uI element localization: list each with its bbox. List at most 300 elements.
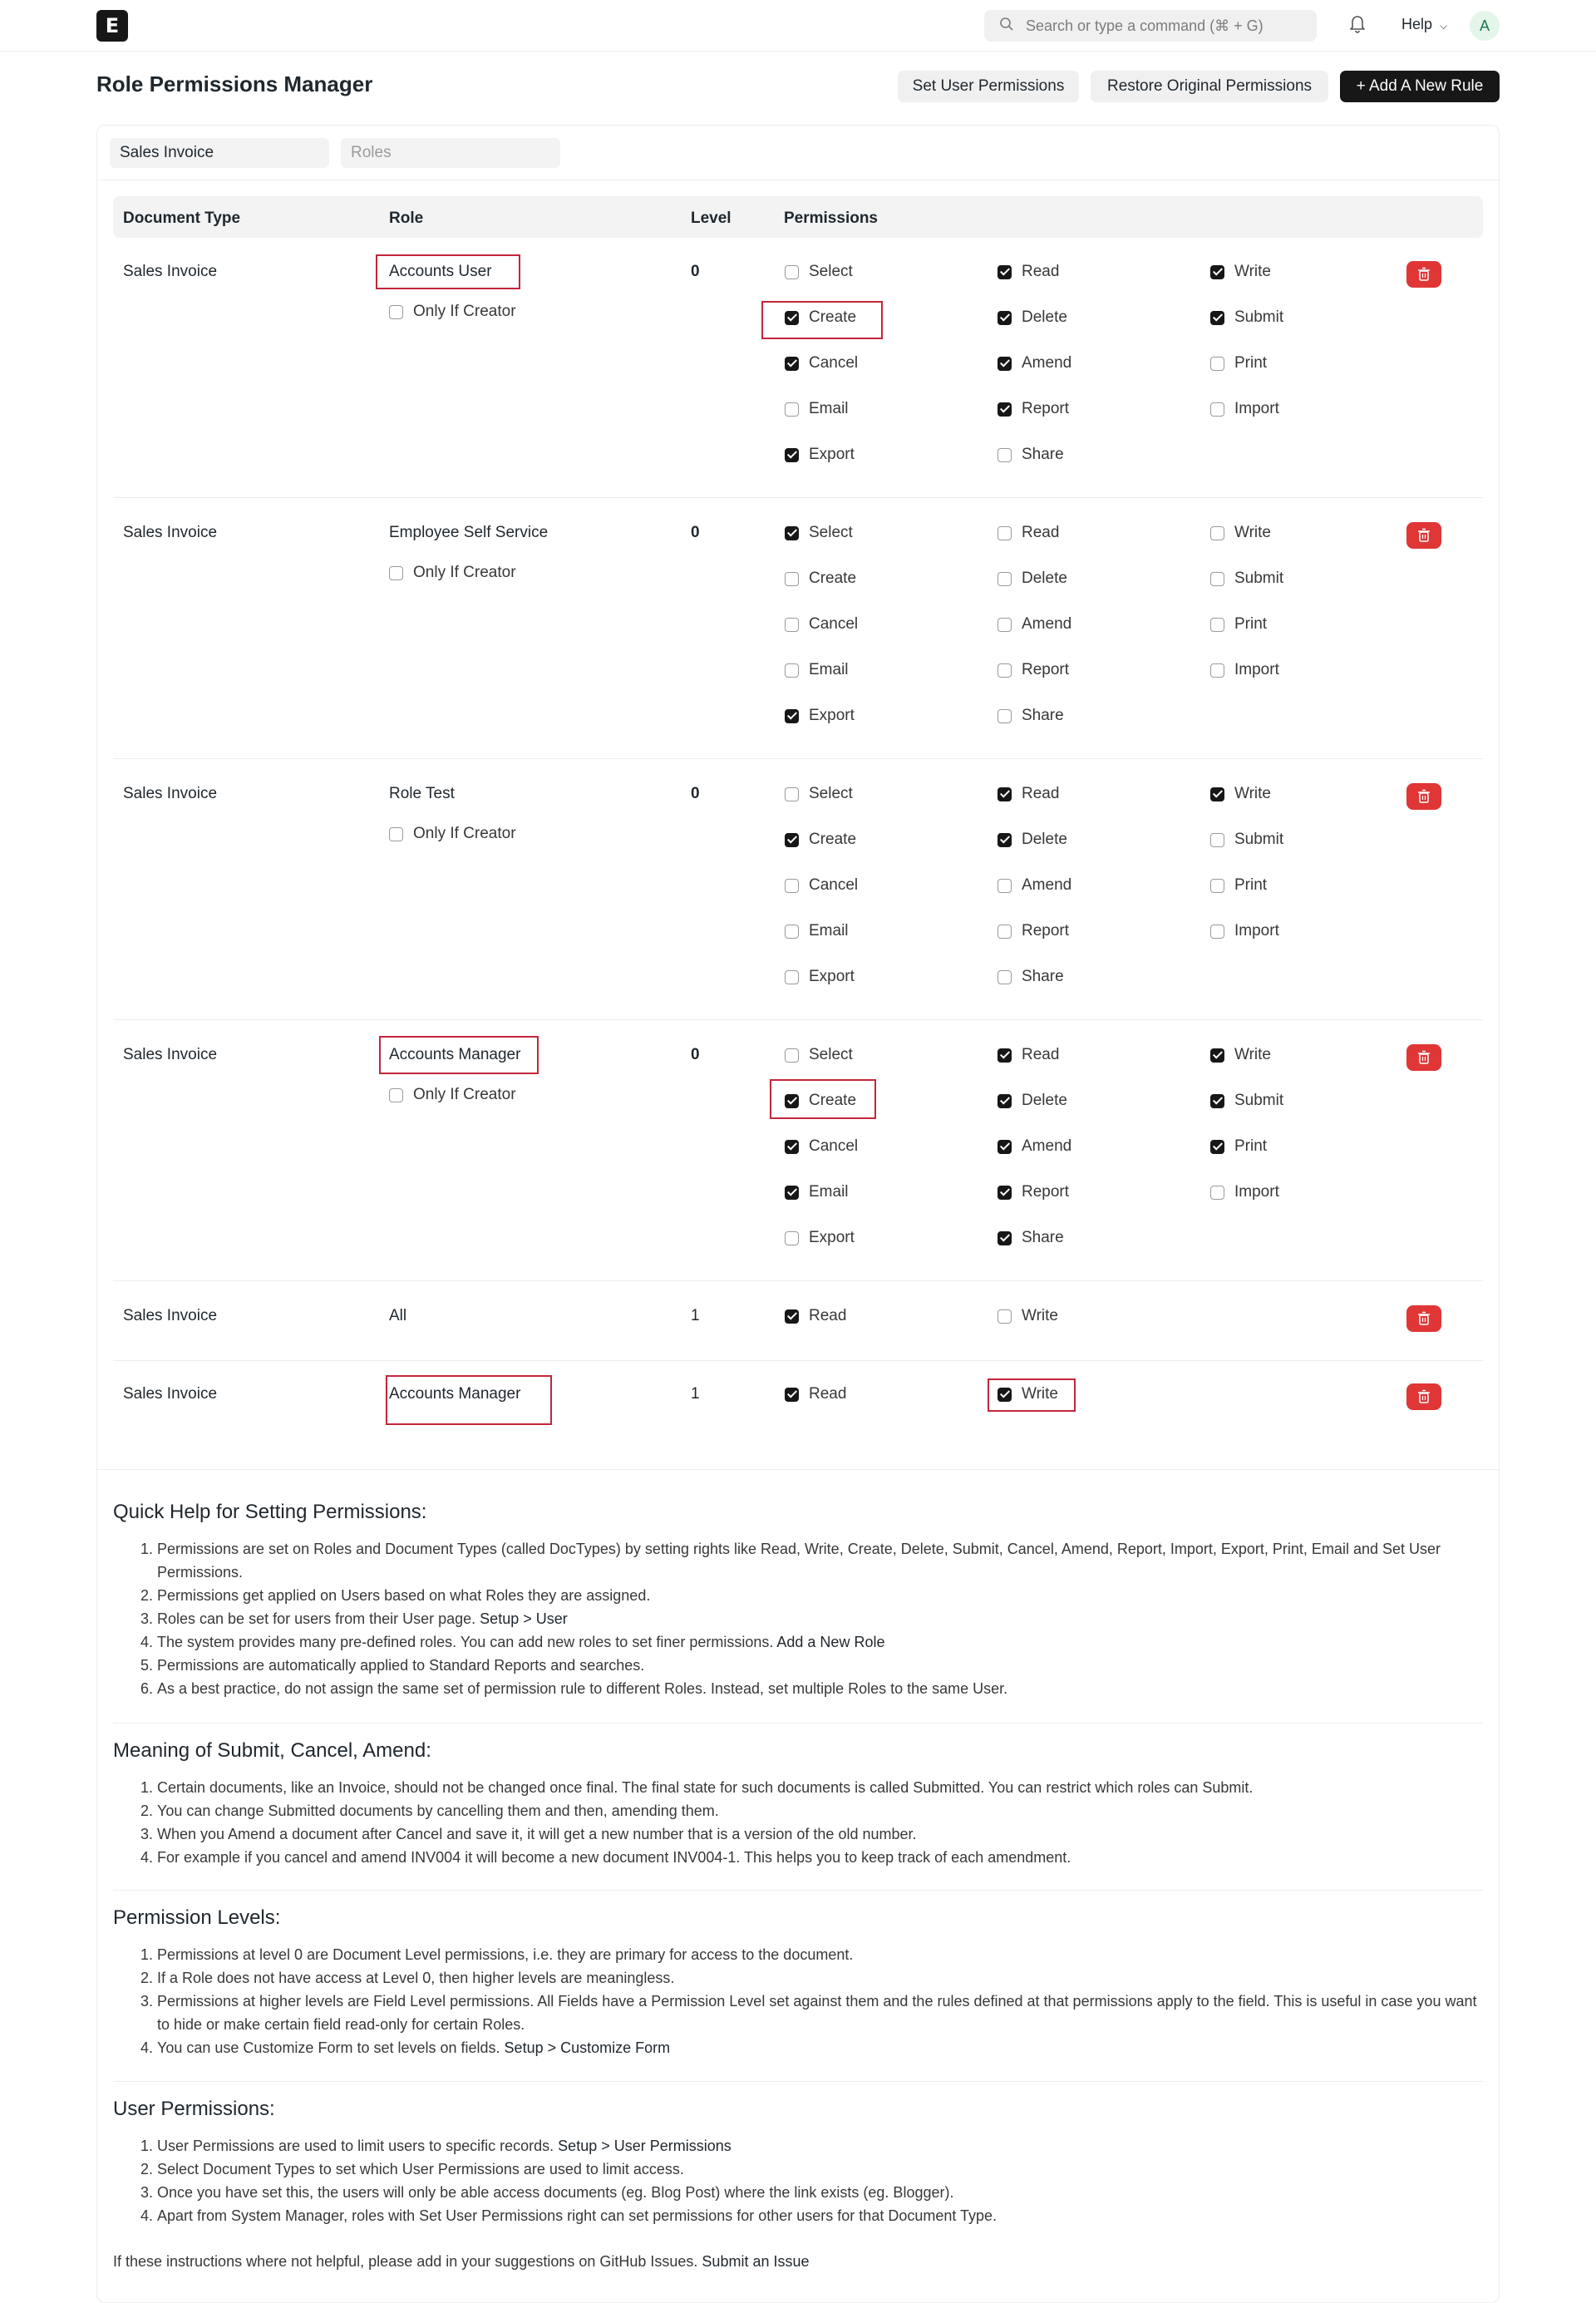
doctype-cell: Sales Invoice xyxy=(123,785,218,802)
checkbox-box[interactable] xyxy=(785,663,799,678)
checkbox-box[interactable] xyxy=(785,1140,799,1154)
help-list-item xyxy=(157,1822,1485,1846)
checkbox-box[interactable] xyxy=(1210,311,1224,325)
add-new-rule-button[interactable]: + Add A New Rule xyxy=(1340,71,1500,102)
permission-checkbox-email[interactable] xyxy=(785,661,849,679)
permission-checkbox-cancel[interactable] xyxy=(785,876,858,895)
permission-label: Share xyxy=(1022,1229,1064,1246)
permission-checkbox-read[interactable] xyxy=(998,524,1059,542)
permission-checkbox-share[interactable] xyxy=(998,968,1064,986)
permission-label: Report xyxy=(1022,661,1070,678)
help-list-item xyxy=(157,1966,1485,1990)
checkbox-label: Only If Creator xyxy=(413,1086,516,1103)
checkbox-box[interactable] xyxy=(1210,265,1224,279)
permission-checkbox-delete[interactable] xyxy=(998,570,1067,588)
permission-checkbox-create[interactable] xyxy=(785,570,856,588)
checkbox-box[interactable] xyxy=(998,787,1012,801)
checkbox-box[interactable] xyxy=(1210,787,1224,801)
permission-checkbox-export[interactable] xyxy=(785,1229,855,1247)
delete-rule-button[interactable] xyxy=(1406,522,1441,549)
role-cell: Employee Self Service xyxy=(389,524,549,541)
help-list xyxy=(113,1537,1485,1700)
permission-label: Email xyxy=(809,661,849,678)
permission-label: Export xyxy=(809,968,855,985)
delete-rule-button[interactable] xyxy=(1406,1305,1441,1332)
help-list-item xyxy=(157,1943,1485,1966)
checkbox-box[interactable] xyxy=(785,526,799,540)
permission-label: Email xyxy=(809,922,849,939)
doctype-cell: Sales Invoice xyxy=(123,1046,218,1063)
permission-label: Share xyxy=(1022,446,1064,463)
checkbox-box[interactable] xyxy=(998,1186,1012,1200)
permission-label: Write xyxy=(1234,524,1271,541)
permission-checkbox-delete[interactable] xyxy=(998,831,1067,849)
help-link[interactable]: Add a New Role xyxy=(776,1634,885,1650)
help-list xyxy=(113,2134,1485,2227)
help-text: Permissions are set on Roles and Document Types (called DocTypes) by setting rights like Read, Write, Create, Delete, Submit, Cancel, Amend, Report, Import, Export, Print, Email and Set User Permissions. xyxy=(157,1541,1441,1581)
help-divider xyxy=(113,2081,1483,2082)
help-section-title: Permission Levels: xyxy=(113,1906,281,1929)
level-cell: 0 xyxy=(691,524,700,541)
search-bar[interactable] xyxy=(984,10,1317,42)
help-text: Permissions are automatically applied to Standard Reports and searches. xyxy=(157,1657,645,1674)
checkbox-box[interactable] xyxy=(785,879,799,893)
checkbox-label: Only If Creator xyxy=(413,303,516,320)
permission-checkbox-amend[interactable] xyxy=(998,1137,1071,1156)
role-cell: Accounts Manager xyxy=(389,1046,521,1063)
permission-checkbox-import[interactable] xyxy=(1210,400,1279,418)
delete-rule-button[interactable] xyxy=(1406,261,1441,288)
permission-checkbox-write[interactable] xyxy=(998,1307,1058,1325)
permission-checkbox-read[interactable] xyxy=(998,785,1059,803)
permission-label: Read xyxy=(1022,524,1060,541)
help-list-item xyxy=(157,2204,1485,2227)
permission-checkbox-read[interactable] xyxy=(785,1307,846,1325)
permission-label: Select xyxy=(809,524,853,541)
checkbox-box[interactable] xyxy=(998,448,1012,462)
permission-label: Delete xyxy=(1022,831,1067,848)
permission-checkbox-submit[interactable] xyxy=(1210,570,1283,588)
permission-checkbox-email[interactable] xyxy=(785,922,849,940)
checkbox-box[interactable] xyxy=(998,925,1012,939)
permission-label: Read xyxy=(809,1385,847,1403)
permission-label: Submit xyxy=(1234,831,1284,848)
checkbox-label: Only If Creator xyxy=(413,564,516,581)
checkbox-box[interactable] xyxy=(1210,879,1224,893)
row-divider xyxy=(113,497,1483,498)
permission-checkbox-print[interactable] xyxy=(1210,876,1267,895)
permission-label: Write xyxy=(1022,1385,1058,1403)
level-cell: 0 xyxy=(691,785,700,802)
permission-label: Select xyxy=(809,1046,853,1063)
delete-rule-button[interactable] xyxy=(1406,783,1441,810)
permission-checkbox-email[interactable] xyxy=(785,1183,849,1201)
app-logo[interactable]: E xyxy=(96,10,128,42)
navbar xyxy=(0,0,1596,52)
help-section-title: User Permissions: xyxy=(113,2098,275,2120)
trash-icon xyxy=(1417,789,1431,804)
permission-label: Email xyxy=(809,1183,849,1201)
checkbox-box[interactable] xyxy=(998,1309,1012,1324)
only-if-creator-checkbox[interactable] xyxy=(389,1086,516,1104)
permission-label: Amend xyxy=(1022,1137,1072,1155)
checkbox-box[interactable] xyxy=(785,925,799,939)
permission-label: Cancel xyxy=(809,354,859,372)
permission-label: Print xyxy=(1234,1137,1268,1155)
permission-checkbox-share[interactable] xyxy=(998,707,1064,725)
help-text: Once you have set this, the users will only be able access documents (eg. Blog Post) where the link exists (eg. Blogger). xyxy=(157,2184,954,2201)
help-list-item xyxy=(157,1846,1485,1869)
permission-label: Read xyxy=(1022,1046,1060,1063)
checkbox-box[interactable] xyxy=(998,970,1012,984)
highlight-box xyxy=(770,1079,876,1119)
permission-checkbox-export[interactable] xyxy=(785,707,855,725)
permission-checkbox-cancel[interactable] xyxy=(785,354,858,372)
permission-label: Amend xyxy=(1022,876,1072,894)
checkbox-box[interactable] xyxy=(998,709,1012,723)
checkbox-box[interactable] xyxy=(785,265,799,279)
help-text: For example if you cancel and amend INV004 it will become a new document INV004-1. This helps you to keep track of each amendment. xyxy=(157,1849,1071,1866)
help-list-item xyxy=(157,1990,1485,2036)
checkbox-box[interactable] xyxy=(998,311,1012,325)
checkbox-box[interactable] xyxy=(998,1231,1012,1245)
header-document-type: Document Type xyxy=(123,210,241,227)
permission-label: Read xyxy=(1022,785,1060,802)
bell-icon[interactable] xyxy=(1348,13,1367,38)
only-if-creator-checkbox[interactable] xyxy=(389,825,516,843)
permission-label: Submit xyxy=(1234,570,1284,587)
help-section-title: Quick Help for Setting Permissions: xyxy=(113,1501,427,1523)
footer-text: If these instructions where not helpful, please add in your suggestions on GitHub Issues. xyxy=(113,2253,702,2270)
permission-label: Export xyxy=(809,707,855,724)
permission-label: Create xyxy=(809,570,857,587)
help-list-item xyxy=(157,1537,1485,1584)
help-list-item xyxy=(157,1630,1485,1654)
checkbox-box[interactable] xyxy=(785,1186,799,1200)
help-text: Permissions at higher levels are Field Level permissions. All Fields have a Permission Level set against them and the rules defined at that permissions apply to the field. This is useful in case you want to hide or make certain field read-only for certain Roles. xyxy=(157,1993,1477,2033)
highlight-box xyxy=(988,1378,1076,1412)
permission-checkbox-report[interactable] xyxy=(998,661,1069,679)
restore-original-permissions-button[interactable]: Restore Original Permissions xyxy=(1091,71,1328,102)
help-label: Help xyxy=(1401,16,1433,32)
permission-checkbox-report[interactable] xyxy=(998,400,1069,418)
checkbox-box[interactable] xyxy=(785,402,799,417)
permission-label: Write xyxy=(1022,1307,1058,1324)
help-text: The system provides many pre-defined roles. You can add new roles to set finer permissions. xyxy=(157,1634,777,1650)
permission-label: Import xyxy=(1234,661,1279,678)
delete-rule-button[interactable] xyxy=(1406,1383,1441,1410)
divider xyxy=(97,1469,1499,1470)
checkbox-box[interactable] xyxy=(785,1309,799,1324)
highlight-box xyxy=(761,301,883,339)
help-list-item xyxy=(157,1799,1485,1822)
permission-checkbox-write[interactable] xyxy=(1210,263,1271,281)
permission-label: Create xyxy=(809,308,857,326)
checkbox-box[interactable] xyxy=(1210,526,1224,540)
header-role: Role xyxy=(389,210,424,227)
permission-checkbox-print[interactable] xyxy=(1210,615,1267,634)
header-permissions: Permissions xyxy=(784,210,878,227)
trash-icon xyxy=(1417,1050,1431,1065)
checkbox-box[interactable] xyxy=(1210,833,1224,847)
checkbox-box[interactable] xyxy=(998,1048,1012,1063)
checkbox-box[interactable] xyxy=(998,402,1012,417)
checkbox-box[interactable] xyxy=(785,1048,799,1063)
checkbox-box[interactable] xyxy=(998,526,1012,540)
checkbox-box[interactable] xyxy=(1210,1186,1224,1200)
permission-checkbox-select[interactable] xyxy=(785,1046,853,1064)
highlight-box xyxy=(376,254,520,289)
checkbox-box[interactable] xyxy=(998,879,1012,893)
permission-label: Report xyxy=(1022,400,1070,417)
permission-label: Report xyxy=(1022,1183,1070,1201)
submit-issue-link[interactable]: Submit an Issue xyxy=(702,2253,810,2270)
permission-checkbox-amend[interactable] xyxy=(998,876,1071,895)
doctype-cell: Sales Invoice xyxy=(123,1307,218,1324)
help-link[interactable]: Setup > User xyxy=(480,1610,568,1627)
checkbox-box[interactable] xyxy=(1210,1048,1224,1063)
permission-checkbox-export[interactable] xyxy=(785,968,855,986)
trash-icon xyxy=(1417,1389,1431,1404)
permission-label: Export xyxy=(809,1229,855,1246)
checkbox-box[interactable] xyxy=(998,265,1012,279)
search-placeholder: Search or type a command (⌘ + G) xyxy=(1026,17,1264,34)
checkbox-box[interactable] xyxy=(1210,1140,1224,1154)
permission-checkbox-read[interactable] xyxy=(785,1385,846,1403)
permission-label: Email xyxy=(809,400,849,417)
permission-label: Submit xyxy=(1234,1092,1284,1109)
permission-checkbox-amend[interactable] xyxy=(998,354,1071,372)
trash-icon xyxy=(1417,528,1431,543)
checkbox-box[interactable] xyxy=(389,305,403,319)
checkbox-box[interactable] xyxy=(1210,618,1224,632)
permission-checkbox-share[interactable] xyxy=(998,446,1064,464)
permission-checkbox-import[interactable] xyxy=(1210,922,1279,940)
permission-label: Import xyxy=(1234,400,1279,417)
help-list-item xyxy=(157,1677,1485,1700)
doctype-cell: Sales Invoice xyxy=(123,524,218,541)
footer-note xyxy=(113,2253,810,2271)
permission-label: Amend xyxy=(1022,354,1072,372)
checkbox-box[interactable] xyxy=(998,663,1012,678)
permission-checkbox-select[interactable] xyxy=(785,524,853,542)
checkbox-box[interactable] xyxy=(785,1231,799,1245)
search-icon xyxy=(999,17,1014,36)
help-list xyxy=(113,1776,1485,1869)
role-cell: All xyxy=(389,1307,407,1324)
help-text: Permissions get applied on Users based on what Roles they are assigned. xyxy=(157,1587,651,1604)
permission-checkbox-create[interactable] xyxy=(785,831,856,849)
checkbox-box[interactable] xyxy=(1210,1094,1224,1108)
permission-checkbox-cancel[interactable] xyxy=(785,1137,858,1156)
help-list-item xyxy=(157,1584,1485,1607)
only-if-creator-checkbox[interactable] xyxy=(389,564,516,582)
checkbox-box[interactable] xyxy=(1210,572,1224,586)
help-list-item xyxy=(157,1776,1485,1799)
permission-checkbox-delete[interactable] xyxy=(998,308,1067,327)
permission-label: Write xyxy=(1234,263,1271,280)
help-text: Permissions at level 0 are Document Level permissions, i.e. they are primary for access to the document. xyxy=(157,1946,854,1963)
checkbox-box[interactable] xyxy=(785,448,799,462)
permission-label: Write xyxy=(1234,1046,1271,1063)
permission-label: Cancel xyxy=(809,615,859,633)
row-divider xyxy=(113,1360,1483,1361)
permission-label: Import xyxy=(1234,1183,1279,1201)
permission-label: Select xyxy=(809,785,853,802)
checkbox-box[interactable] xyxy=(1210,357,1224,371)
checkbox-box[interactable] xyxy=(785,357,799,371)
permission-label: Read xyxy=(1022,263,1060,280)
help-text: User Permissions are used to limit users to specific records. xyxy=(157,2138,559,2154)
help-list-item xyxy=(157,1654,1485,1677)
permission-label: Delete xyxy=(1022,570,1067,587)
help-text: You can use Customize Form to set levels on fields. xyxy=(157,2039,505,2056)
help-text: If a Role does not have access at Level 0, then higher levels are meaningless. xyxy=(157,1970,675,1986)
help-list-item xyxy=(157,1607,1485,1630)
help-divider xyxy=(113,1723,1483,1724)
highlight-box xyxy=(386,1375,552,1425)
checkbox-box[interactable] xyxy=(998,1140,1012,1154)
permission-checkbox-read[interactable] xyxy=(998,263,1059,281)
help-text: You can change Submitted documents by cancelling them and then, amending them. xyxy=(157,1802,719,1819)
doctype-filter[interactable]: Sales Invoice xyxy=(110,138,329,168)
help-divider xyxy=(113,1890,1483,1891)
trash-icon xyxy=(1417,267,1431,282)
checkbox-box[interactable] xyxy=(785,572,799,586)
permission-checkbox-print[interactable] xyxy=(1210,1137,1267,1156)
trash-icon xyxy=(1417,1311,1431,1326)
help-text: When you Amend a document after Cancel and save it, it will get a new number that is a version of the old number. xyxy=(157,1826,917,1842)
permission-checkbox-delete[interactable] xyxy=(998,1092,1067,1110)
permission-label: Cancel xyxy=(809,876,859,894)
permission-checkbox-email[interactable] xyxy=(785,400,849,418)
permission-label: Delete xyxy=(1022,308,1067,326)
permission-label: Share xyxy=(1022,707,1064,724)
help-text: Roles can be set for users from their User page. xyxy=(157,1610,480,1627)
checkbox-box[interactable] xyxy=(785,709,799,723)
level-cell: 0 xyxy=(691,1046,700,1063)
help-text: Certain documents, like an Invoice, should not be changed once final. The final state for such documents is called Submitted. You can restrict which roles can Submit. xyxy=(157,1779,1254,1796)
roles-filter[interactable]: Roles xyxy=(341,138,560,168)
permission-label: Print xyxy=(1234,876,1268,894)
doctype-cell: Sales Invoice xyxy=(123,263,218,280)
permission-label: Amend xyxy=(1022,615,1072,633)
only-if-creator-checkbox[interactable] xyxy=(389,303,516,321)
permission-checkbox-write[interactable] xyxy=(1210,1046,1271,1064)
permission-checkbox-import[interactable] xyxy=(1210,661,1279,679)
checkbox-box[interactable] xyxy=(785,787,799,801)
help-list xyxy=(113,1943,1485,2059)
help-list-item xyxy=(157,2134,1485,2158)
checkbox-box[interactable] xyxy=(785,833,799,847)
permission-label: Import xyxy=(1234,922,1279,939)
checkbox-box[interactable] xyxy=(1210,402,1224,417)
permission-checkbox-print[interactable] xyxy=(1210,354,1267,372)
set-user-permissions-button[interactable]: Set User Permissions xyxy=(898,71,1079,102)
permission-checkbox-export[interactable] xyxy=(785,446,855,464)
permission-checkbox-submit[interactable] xyxy=(1210,1092,1283,1110)
permission-label: Export xyxy=(809,446,855,463)
permission-checkbox-select[interactable] xyxy=(785,263,853,281)
level-cell: 1 xyxy=(691,1307,700,1324)
permission-label: Create xyxy=(809,831,857,848)
help-text: As a best practice, do not assign the same set of permission rule to different Roles. Instead, set multiple Roles to the same User. xyxy=(157,1680,1008,1697)
avatar[interactable]: A xyxy=(1470,11,1500,41)
highlight-box xyxy=(379,1036,539,1074)
help-text: Apart from System Manager, roles with Set User Permissions right can set permissions for other users for that Document Type. xyxy=(157,2207,998,2224)
help-list-item xyxy=(157,2181,1485,2204)
checkbox-box[interactable] xyxy=(389,566,403,580)
help-section-title: Meaning of Submit, Cancel, Amend: xyxy=(113,1739,431,1762)
level-cell: 1 xyxy=(691,1385,700,1403)
page-title: Role Permissions Manager xyxy=(96,72,373,96)
level-cell: 0 xyxy=(691,263,700,280)
checkbox-box[interactable] xyxy=(998,833,1012,847)
permission-checkbox-report[interactable] xyxy=(998,1183,1069,1201)
permission-checkbox-select[interactable] xyxy=(785,785,853,803)
permission-checkbox-report[interactable] xyxy=(998,922,1069,940)
permission-checkbox-import[interactable] xyxy=(1210,1183,1279,1201)
row-divider xyxy=(113,758,1483,759)
permission-label: Delete xyxy=(1022,1092,1067,1109)
checkbox-box[interactable] xyxy=(389,827,403,841)
checkbox-box[interactable] xyxy=(389,1088,403,1102)
delete-rule-button[interactable] xyxy=(1406,1044,1441,1071)
permission-label: Report xyxy=(1022,922,1070,939)
checkbox-box[interactable] xyxy=(998,618,1012,632)
permission-checkbox-write[interactable] xyxy=(1210,785,1271,803)
permission-label: Print xyxy=(1234,615,1268,633)
checkbox-box[interactable] xyxy=(785,618,799,632)
help-dropdown[interactable] xyxy=(1401,16,1447,33)
checkbox-box[interactable] xyxy=(998,1094,1012,1108)
checkbox-box[interactable] xyxy=(1210,663,1224,678)
help-link[interactable]: Setup > User Permissions xyxy=(558,2138,732,2154)
checkbox-box[interactable] xyxy=(785,970,799,984)
help-list-item xyxy=(157,2036,1485,2059)
permission-label: Cancel xyxy=(809,1137,859,1155)
permission-label: Print xyxy=(1234,354,1268,372)
checkbox-box[interactable] xyxy=(1210,925,1224,939)
help-text: Select Document Types to set which User Permissions are used to limit access. xyxy=(157,2161,684,2177)
row-divider xyxy=(113,1280,1483,1281)
role-cell: Accounts Manager xyxy=(389,1385,521,1403)
permission-label: Write xyxy=(1234,785,1271,802)
role-cell: Role Test xyxy=(389,785,455,802)
permission-checkbox-share[interactable] xyxy=(998,1229,1064,1247)
permission-checkbox-submit[interactable] xyxy=(1210,831,1283,849)
checkbox-box[interactable] xyxy=(998,357,1012,371)
checkbox-box[interactable] xyxy=(998,572,1012,586)
role-cell: Accounts User xyxy=(389,263,492,280)
permission-label: Select xyxy=(809,263,853,280)
permission-checkbox-write[interactable] xyxy=(1210,524,1271,542)
permission-label: Submit xyxy=(1234,308,1284,326)
chevron-down-icon: ⌵ xyxy=(1440,20,1448,32)
checkbox-box[interactable] xyxy=(785,1388,799,1402)
permission-checkbox-read[interactable] xyxy=(998,1046,1059,1064)
doctype-cell: Sales Invoice xyxy=(123,1385,218,1403)
permission-checkbox-cancel[interactable] xyxy=(785,615,858,634)
checkbox-label: Only If Creator xyxy=(413,825,516,842)
row-divider xyxy=(113,1019,1483,1020)
header-level: Level xyxy=(691,210,732,227)
help-link[interactable]: Setup > Customize Form xyxy=(504,2039,671,2056)
permission-checkbox-amend[interactable] xyxy=(998,615,1071,634)
permission-checkbox-submit[interactable] xyxy=(1210,308,1283,327)
help-list-item xyxy=(157,2158,1485,2181)
permission-label: Share xyxy=(1022,968,1064,985)
